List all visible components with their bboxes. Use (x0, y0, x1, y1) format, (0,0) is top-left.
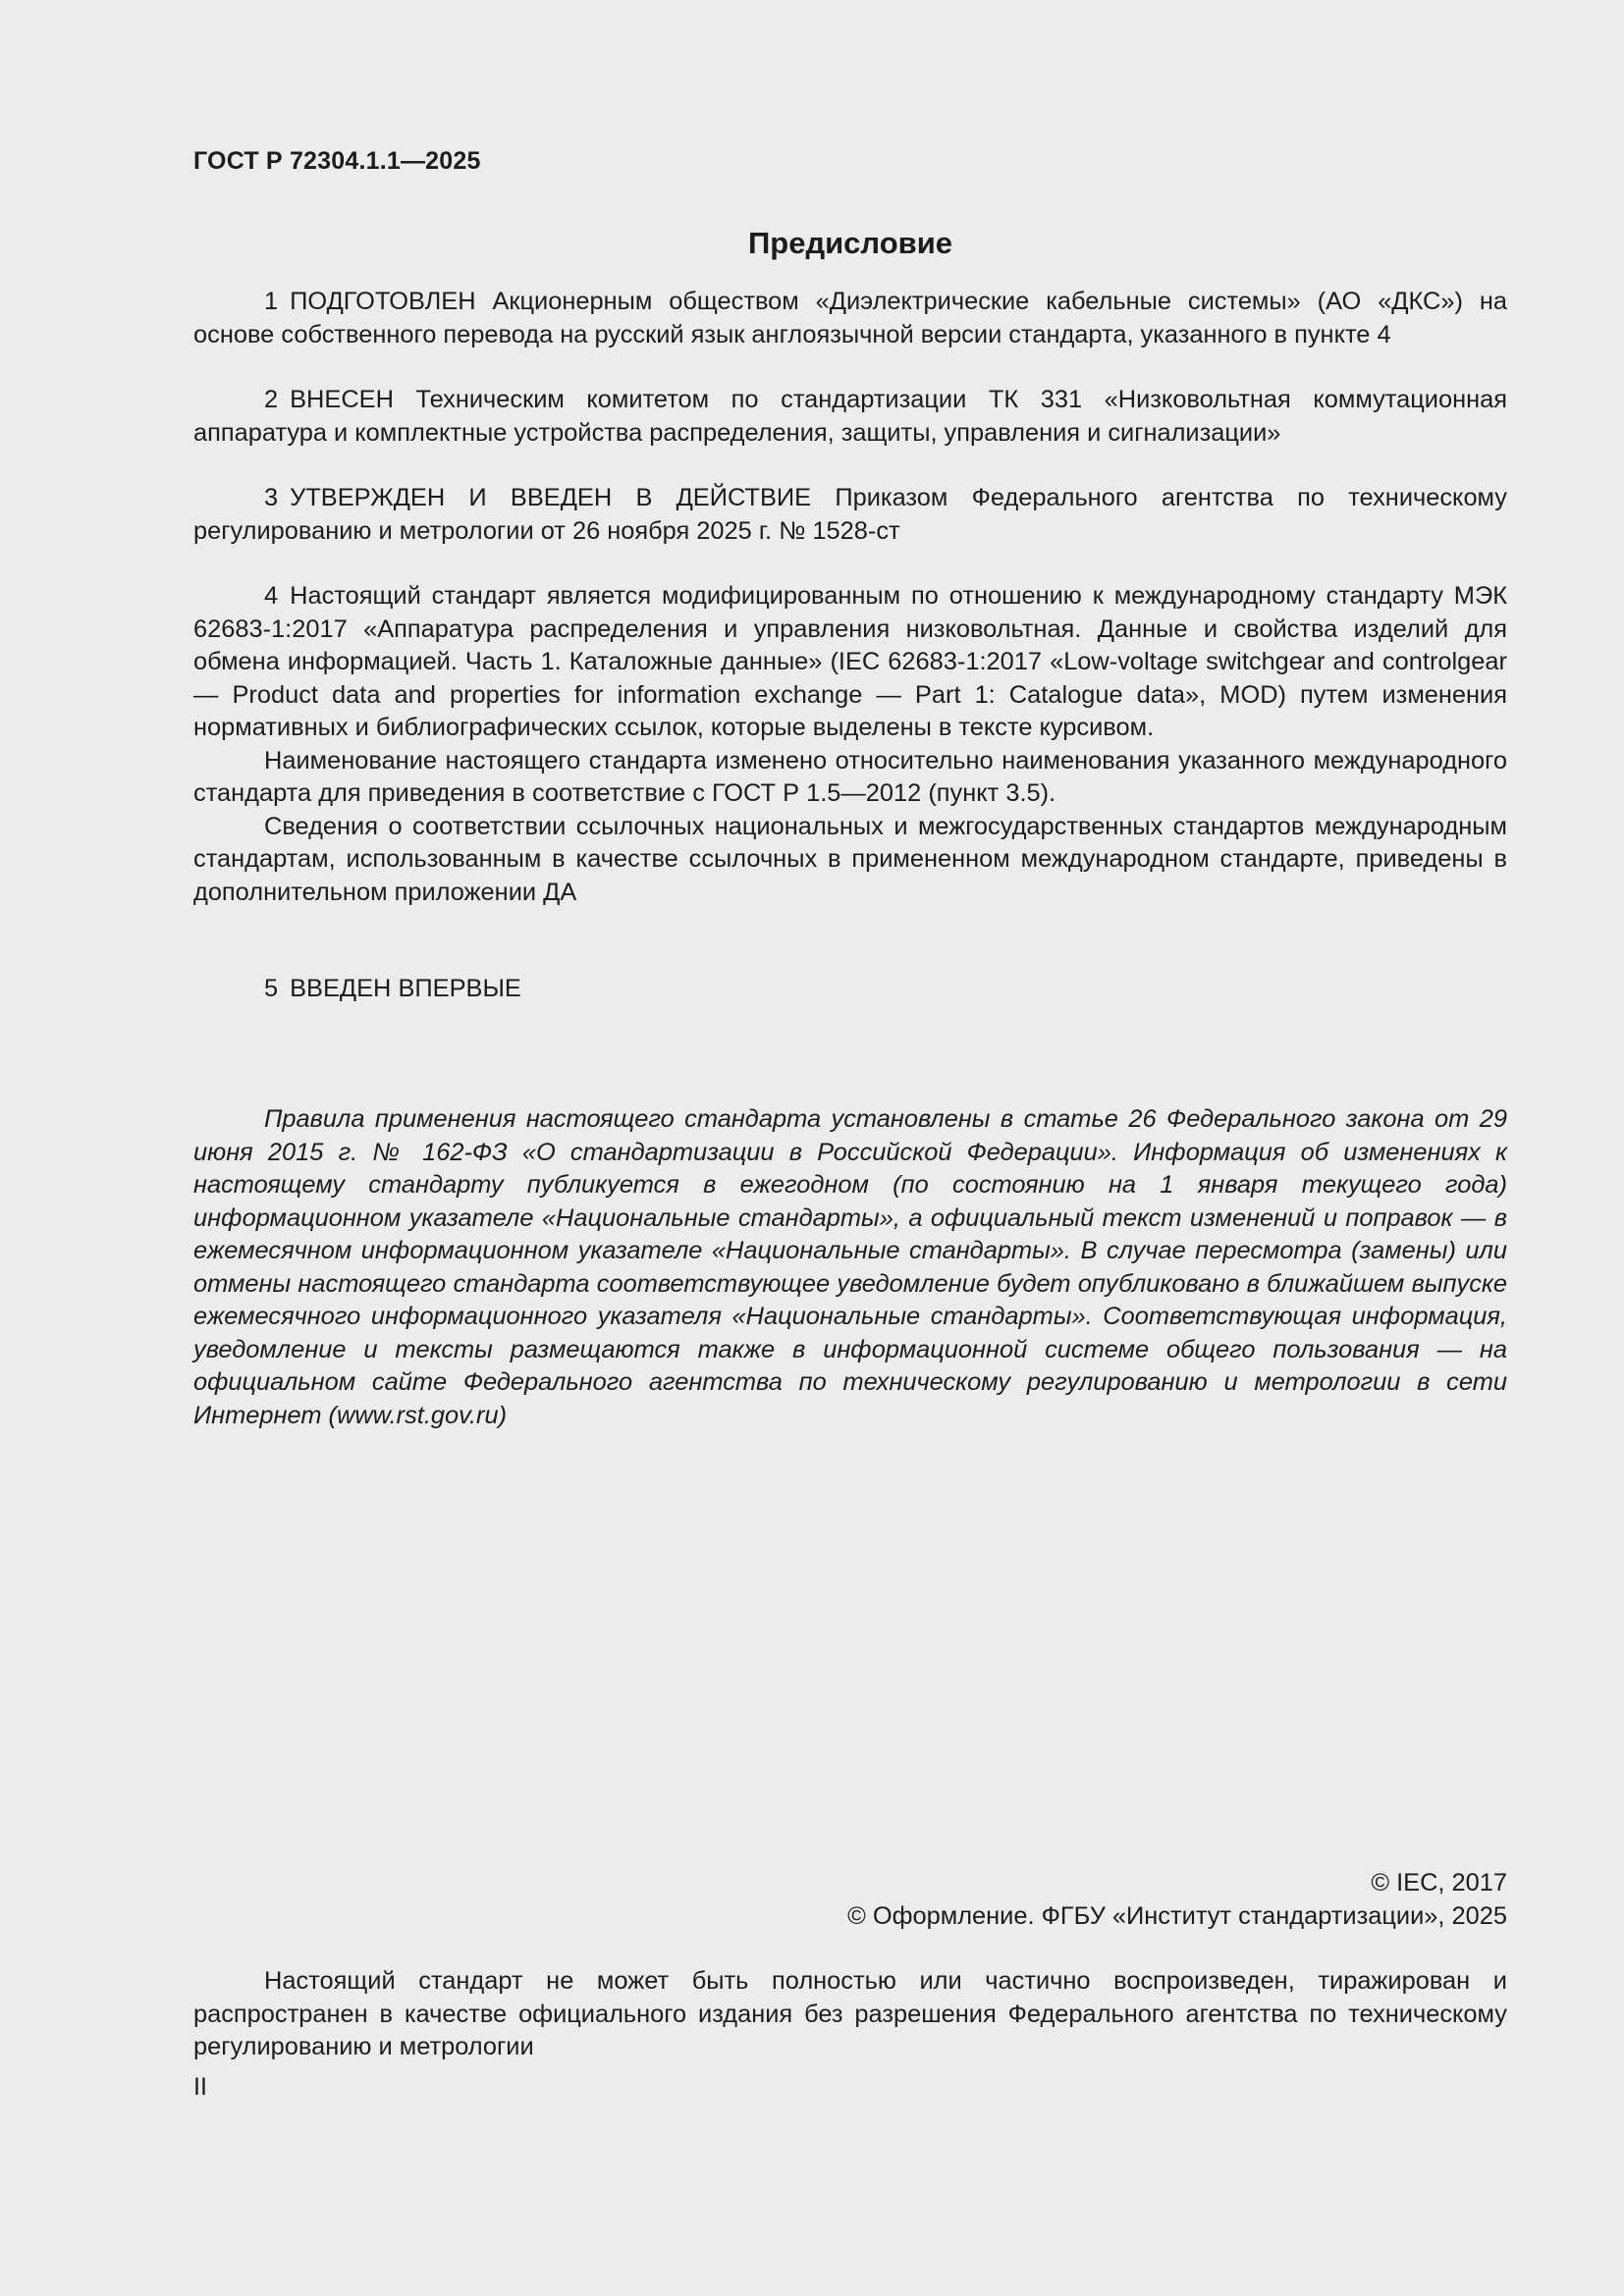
item-number: 3 (264, 484, 279, 511)
rules-notice-text: Правила применения настоящего стандарта установлены в статье 26 Федерального закона от 29 июня 2015 г. № 162-ФЗ «О стандартизации в Российской Федерации». Информация об изменениях к настоящему стандарту публикуется в ежегодном (по состоянию на 1 января текущего года) информационном указателе «Национальные стандарты», а официальный текст изменений и поправок — в ежемесячном информационном указателе «Национальные стандарты». В случае пересмотра (замены) или отмены настоящего стандарта соответствующее уведомление будет опубликовано в ближайшем выпуске ежемесячного информационного указателя «Национальные стандарты». Соответствующая информация, уведомление и тексты размещаются также в информационной системе общего пользования — на официальном сайте Федерального агентства по техническому регулированию и метрологии в сети Интернет (www.rst.gov.ru) (193, 1105, 1507, 1429)
item-text: ВВЕДЕН ВПЕРВЫЕ (290, 975, 521, 1002)
copyright-block (193, 1867, 1507, 1933)
foreword-item-paragraph: Наименование настоящего стандарта изменено относительно наименования указанного международного стандарта для приведения в соответствие с ГОСТ Р 1.5—2012 (пункт 3.5). (193, 746, 1507, 807)
foreword-item-4 (193, 580, 1507, 909)
reproduction-notice (193, 1965, 1507, 2064)
item-number: 1 (264, 288, 279, 315)
item-text: УТВЕРЖДЕН И ВВЕДЕН В ДЕЙСТВИЕ Приказом Федерального агентства по техническому регулированию и метрологии от 26 ноября 2025 г. № 1528-ст (193, 484, 1507, 545)
foreword-item-paragraph (193, 580, 1507, 745)
foreword-item-5 (193, 973, 1507, 1006)
reproduction-notice-text: Настоящий стандарт не может быть полностью или частично воспроизведен, тиражирован и распространен в качестве официального издания без разрешения Федерального агентства по техническому регулированию и метрологии (193, 1967, 1507, 2060)
item-text: Настоящий стандарт является модифицированным по отношению к международному стандарту МЭК 62683-1:2017 «Аппаратура распределения и управления низковольтная. Данные и свойства изделий для обмена информацией. Часть 1. Каталожные данные» (IEC 62683-1:2017 «Low-voltage switchgear and controlgear — Product data and properties for information exchange — Part 1: Catalogue data», MOD) путем изменения нормативных и библиографических ссылок, которые выделены в тексте курсивом. (193, 582, 1507, 741)
item-number: 2 (264, 386, 279, 413)
page-number: II (193, 2073, 207, 2101)
foreword-item-paragraph: Сведения о соответствии ссылочных национальных и межгосударственных стандартов международным стандартам, использованным в качестве ссылочных в примененном международном стандарте, приведены в дополнительном приложении ДА (193, 812, 1507, 906)
foreword-item-2 (193, 384, 1507, 450)
foreword-item-paragraph (193, 384, 1507, 450)
copyright-iec: © IEC, 2017 (1371, 1869, 1507, 1896)
foreword-item-paragraph (193, 482, 1507, 548)
foreword-item-paragraph (193, 286, 1507, 351)
foreword-item-3 (193, 482, 1507, 548)
item-text: ПОДГОТОВЛЕН Акционерным обществом «Диэлектрические кабельные системы» (АО «ДКС») на основе собственного перевода на русский язык англоязычной версии стандарта, указанного в пункте 4 (193, 288, 1507, 348)
page-title: Предисловие (747, 226, 952, 260)
item-number: 4 (264, 582, 279, 610)
copyright-design: © Оформление. ФГБУ «Институт стандартизации», 2025 (847, 1901, 1507, 1930)
item-number: 5 (264, 975, 279, 1002)
foreword-item-1 (193, 286, 1507, 351)
document-code: ГОСТ Р 72304.1.1—2025 (193, 147, 481, 175)
item-text: ВНЕСЕН Техническим комитетом по стандартизации ТК 331 «Низковольтная коммутационная аппаратура и комплектные устройства распределения, защиты, управления и сигнализации» (193, 386, 1507, 447)
foreword-item-paragraph (193, 973, 1507, 1006)
rules-notice (193, 1103, 1507, 1432)
